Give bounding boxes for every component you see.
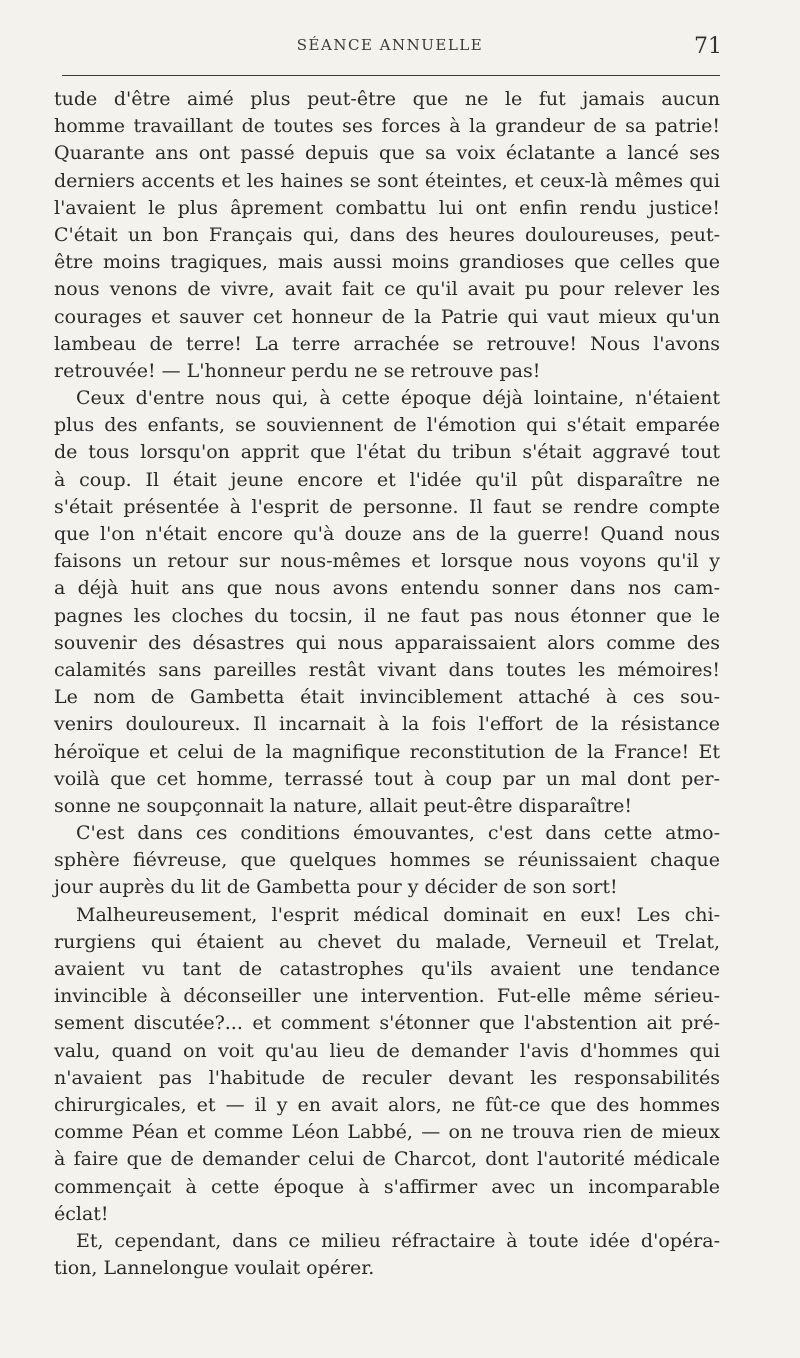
text-line: à coup. Il était jeune encore et l'idée qu'il pût disparaître ne — [54, 468, 720, 491]
text-line: sement discutée?... et comment s'étonner que l'abstention ait pré- — [54, 1012, 720, 1035]
text-line: calamités sans pareilles restât vivant dans toutes les mémoires! — [54, 658, 720, 681]
body-text — [54, 86, 720, 1282]
paragraph-start: Et, cependant, dans ce milieu réfractaire à toute idée d'opéra- — [76, 1229, 720, 1252]
text-line: Quarante ans ont passé depuis que sa voix éclatante a lancé ses — [54, 142, 720, 165]
text-line: être moins tragiques, mais aussi moins grandioses que celles que — [54, 251, 720, 274]
running-title: SÉANCE ANNUELLE — [296, 36, 484, 54]
paragraph-start: Malheureusement, l'esprit médical dominait en eux! Les chi- — [76, 903, 720, 926]
paragraph-start: C'est dans ces conditions émouvantes, c'est dans cette atmo- — [76, 822, 720, 845]
text-line: comme Péan et comme Léon Labbé, — on ne trouva rien de mieux — [54, 1121, 720, 1144]
text-line: Le nom de Gambetta était invinciblement attaché à ces sou- — [54, 686, 720, 709]
text-line: nous venons de vivre, avait fait ce qu'il avait pu pour relever les — [54, 278, 720, 301]
text-line: C'était un bon Français qui, dans des heures douloureuses, peut- — [54, 223, 720, 246]
text-line: l'avaient le plus âprement combattu lui ont enfin rendu justice! — [54, 196, 720, 219]
text-line: n'avaient pas l'habitude de reculer devant les responsabilités — [54, 1066, 720, 1089]
text-line: courages et sauver cet honneur de la Patrie qui vaut mieux qu'un — [54, 305, 720, 328]
text-line: retrouvée! — L'honneur perdu ne se retrouve pas! — [54, 359, 541, 382]
text-line: a déjà huit ans que nous avons entendu sonner dans nos cam- — [54, 577, 720, 600]
text-line: tude d'être aimé plus peut-être que ne le fut jamais aucun — [54, 88, 720, 110]
text-line: à faire que de demander celui de Charcot, dont l'autorité médicale — [54, 1148, 720, 1171]
text-line: faisons un retour sur nous-mêmes et lorsque nous voyons qu'il y — [54, 550, 720, 573]
text-line: de tous lorsqu'on apprit que l'état du tribun s'était aggravé tout — [54, 441, 720, 464]
text-line: souvenir des désastres qui nous apparaissaient alors comme des — [54, 631, 720, 654]
text-line: pagnes les cloches du tocsin, il ne faut pas nous étonner que le — [54, 604, 720, 627]
text-line: chirurgicales, et — il y en avait alors, ne fût-ce que des hommes — [54, 1093, 720, 1116]
text-line: jour auprès du lit de Gambetta pour y décider de son sort! — [54, 876, 618, 899]
text-line: invincible à déconseiller une intervention. Fut-elle même sérieu- — [54, 985, 720, 1008]
text-line: sphère fiévreuse, que quelques hommes se réunissaient chaque — [54, 849, 720, 872]
header-rule — [62, 75, 720, 76]
text-line: homme travaillant de toutes ses forces à la grandeur de sa patrie! — [54, 115, 720, 138]
text-line: que l'on n'était encore qu'à douze ans de la guerre! Quand nous — [54, 523, 720, 545]
text-line: valu, quand on voit qu'au lieu de demander l'avis d'hommes qui — [54, 1039, 720, 1062]
page-header — [0, 34, 800, 62]
text-line: commençait à cette époque à s'affirmer avec un incomparable — [54, 1175, 720, 1198]
text-line: éclat! — [54, 1202, 109, 1225]
text-line: venirs douloureux. Il incarnait à la fois l'effort de la résistance — [54, 713, 720, 736]
text-line: avaient vu tant de catastrophes qu'ils avaient une tendance — [54, 958, 720, 980]
page-number: 71 — [694, 34, 722, 59]
text-line: lambeau de terre! La terre arrachée se retrouve! Nous l'avons — [54, 332, 720, 355]
text-line: rurgiens qui étaient au chevet du malade, Verneuil et Trelat, — [54, 930, 720, 953]
paragraph-start: Ceux d'entre nous qui, à cette époque déjà lointaine, n'étaient — [76, 387, 720, 410]
text-line: s'était présentée à l'esprit de personne. Il faut se rendre compte — [54, 495, 720, 518]
text-line: sonne ne soupçonnait la nature, allait peut-être disparaître! — [54, 794, 633, 817]
text-line: voilà que cet homme, terrassé tout à coup par un mal dont per- — [54, 767, 720, 790]
text-line: héroïque et celui de la magnifique reconstitution de la France! Et — [54, 740, 720, 763]
text-line: derniers accents et les haines se sont éteintes, et ceux-là mêmes qui — [54, 169, 720, 192]
text-line: tion, Lannelongue voulait opérer. — [54, 1257, 375, 1280]
text-line: plus des enfants, se souviennent de l'émotion qui s'était emparée — [54, 414, 720, 437]
